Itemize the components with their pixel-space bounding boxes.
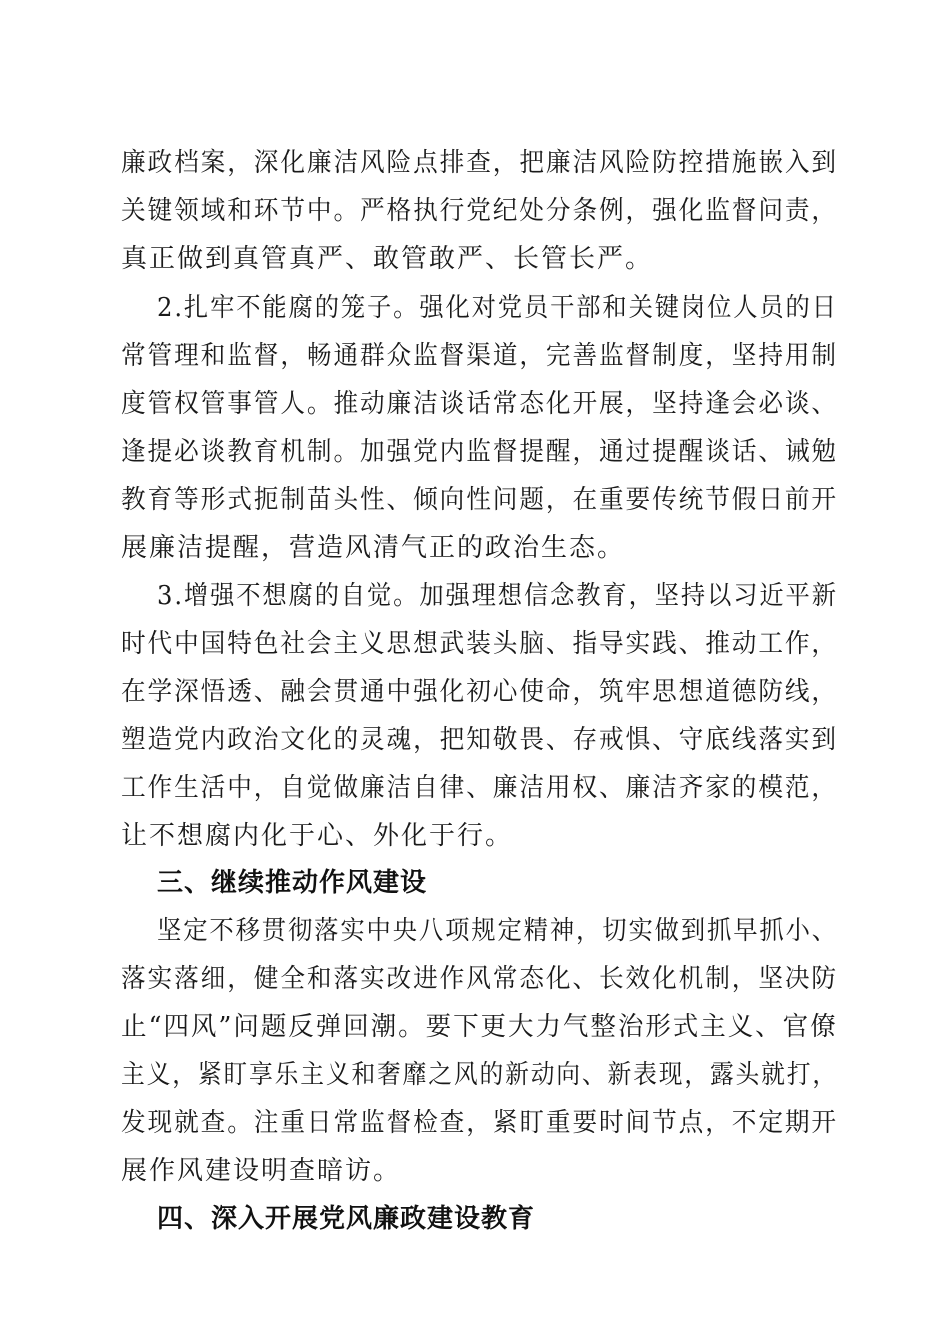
section-heading: 三、继续推动作风建设 <box>157 868 428 898</box>
body-line: 落实落细，健全和落实改进作风常态化、长效化机制，坚决防 <box>121 964 839 994</box>
body-line: 在学深悟透、融会贯通中强化初心使命，筑牢思想道德防线， <box>121 677 839 707</box>
body-line: 时代中国特色社会主义思想武装头脑、指导实践、推动工作， <box>121 629 839 659</box>
body-line: 塑造党内政治文化的灵魂，把知敬畏、存戒惧、守底线落实到 <box>121 725 839 755</box>
subsection-heading-line: 3.增强不想腐的自觉。加强理想信念教育，坚持以习近平新 <box>157 581 838 611</box>
body-line: 教育等形式扼制苗头性、倾向性问题，在重要传统节假日前开 <box>121 485 839 515</box>
body-line: 让不想腐内化于心、外化于行。 <box>121 821 514 851</box>
section-heading: 四、深入开展党风廉政建设教育 <box>157 1204 536 1234</box>
body-line: 主义，紧盯享乐主义和奢靡之风的新动向、新表现，露头就打， <box>121 1060 838 1090</box>
body-line: 逢提必谈教育机制。加强党内监督提醒，通过提醒谈话、诫勉 <box>121 437 839 467</box>
body-line: 廉政档案，深化廉洁风险点排查，把廉洁风险防控措施嵌入到 <box>121 148 839 178</box>
body-line: 发现就查。注重日常监督检查，紧盯重要时间节点，不定期开 <box>121 1108 839 1138</box>
body-line: 坚定不移贯彻落实中央八项规定精神，切实做到抓早抓小、 <box>157 916 838 946</box>
body-line: 展廉洁提醒，营造风清气正的政治生态。 <box>121 533 626 563</box>
body-line: 真正做到真管真严、敢管敢严、长管长严。 <box>121 244 654 274</box>
subsection-heading-line: 2.扎牢不能腐的笼子。强化对党员干部和关键岗位人员的日 <box>157 293 838 323</box>
body-line: 度管权管事管人。推动廉洁谈话常态化开展，坚持逢会必谈、 <box>121 389 839 419</box>
body-line: 关键领域和环节中。严格执行党纪处分条例，强化监督问责， <box>121 196 839 226</box>
body-line: 工作生活中，自觉做廉洁自律、廉洁用权、廉洁齐家的模范， <box>121 773 839 803</box>
body-line: 展作风建设明查暗访。 <box>121 1156 402 1186</box>
body-line: 止“四风”问题反弹回潮。要下更大力气整治形式主义、官僚 <box>121 1012 838 1042</box>
body-line: 常管理和监督，畅通群众监督渠道，完善监督制度，坚持用制 <box>121 341 839 371</box>
